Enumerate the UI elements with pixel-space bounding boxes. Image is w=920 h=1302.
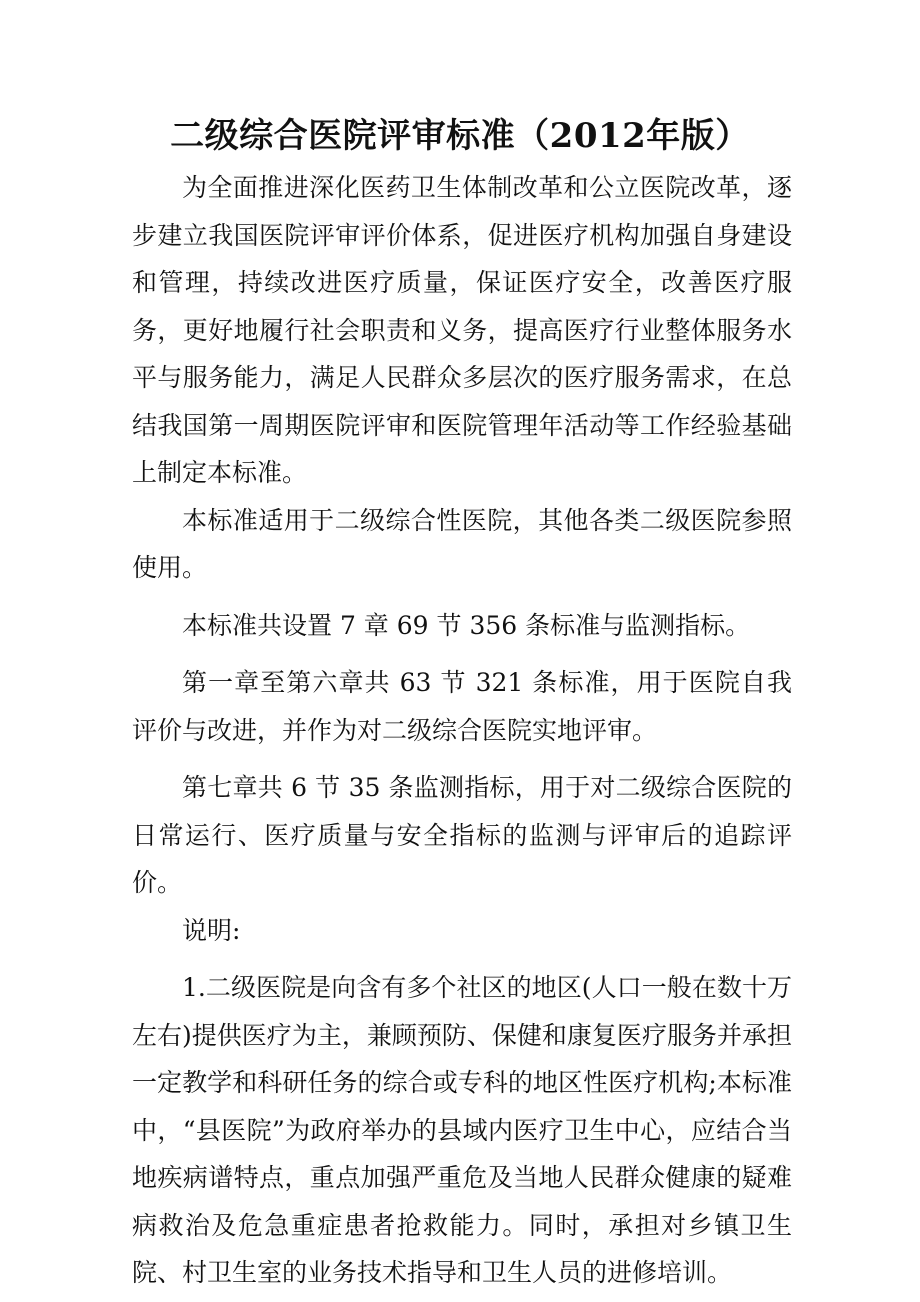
paragraph-notes-heading: 说明: <box>182 915 241 945</box>
paragraph-scope: 本标准适用于二级综合性医院，其他各类二级医院参照使用。 <box>132 505 792 582</box>
paragraph-note-1: 1.二级医院是向含有多个社区的地区(人口一般在数十万左右)提供医疗为主，兼顾预防、保健和康复医疗服务并承担一定教学和科研任务的综合或专科的地区性医疗机构;本标准中，“县医院”为政府举办的县域内医疗卫生中心，应结合当地疾病谱特点，重点加强严重危及当地人民群众健康的疑难病救治及危急重症患者抢救能力。同时，承担对乡镇卫生院、村卫生室的业务技术指导和卫生人员的进修培训。 <box>132 973 792 1287</box>
paragraph-chapters-1-6: 第一章至第六章共 63 节 321 条标准，用于医院自我评价与改进，并作为对二级综合医院实地评审。 <box>132 668 792 745</box>
document-body <box>132 164 792 1297</box>
paragraph-intro: 为全面推进深化医药卫生体制改革和公立医院改革，逐步建立我国医院评审评价体系，促进医疗机构加强自身建设和管理，持续改进医疗质量，保证医疗安全，改善医疗服务，更好地履行社会职责和义务，提高医疗行业整体服务水平与服务能力，满足人民群众多层次的医疗服务需求，在总结我国第一周期医院评审和医院管理年活动等工作经验基础上制定本标准。 <box>132 173 792 487</box>
document-title: 二级综合医院评审标准（2012年版） <box>170 116 750 156</box>
paragraph-structure: 本标准共设置 7 章 69 节 356 条标准与监测指标。 <box>182 610 751 640</box>
paragraph-chapter-7: 第七章共 6 节 35 条监测指标，用于对二级综合医院的日常运行、医疗质量与安全指标的监测与评审后的追踪评价。 <box>132 773 792 897</box>
